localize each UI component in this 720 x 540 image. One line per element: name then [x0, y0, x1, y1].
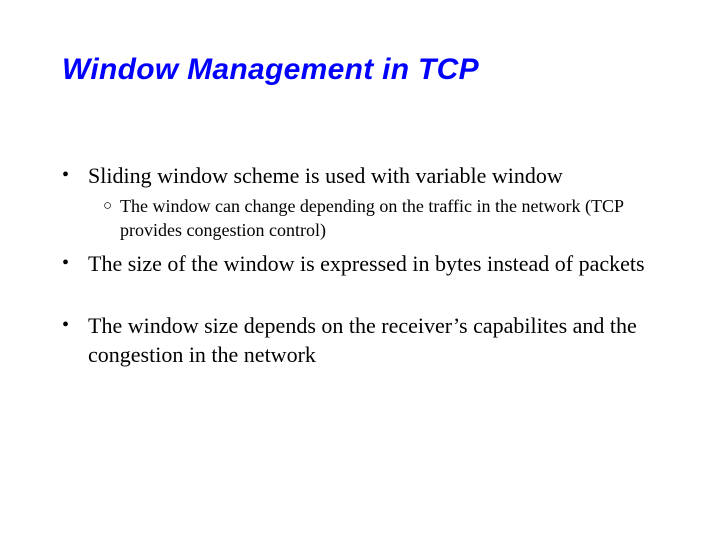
sub-bullet-text: The window can change depending on the traffic in the network (TCP provides congestion control) [120, 196, 624, 240]
bullet-text: Sliding window scheme is used with variable window [88, 163, 563, 188]
bullet-text: The size of the window is expressed in bytes instead of packets [88, 251, 645, 276]
bullet-item-level-1 [62, 161, 662, 190]
bullet-item-level-1 [62, 249, 662, 278]
sub-bullet-marker: ○ [103, 198, 113, 214]
bullet-item-level-2 [103, 194, 663, 242]
bullet-marker: • [62, 252, 70, 274]
bullet-marker: • [62, 314, 70, 336]
slide-title: Window Management in TCP [62, 53, 479, 86]
bullet-item-level-1 [62, 311, 662, 369]
bullet-marker: • [62, 164, 70, 186]
bullet-text: The window size depends on the receiver’s capabilites and the congestion in the network [88, 313, 637, 367]
